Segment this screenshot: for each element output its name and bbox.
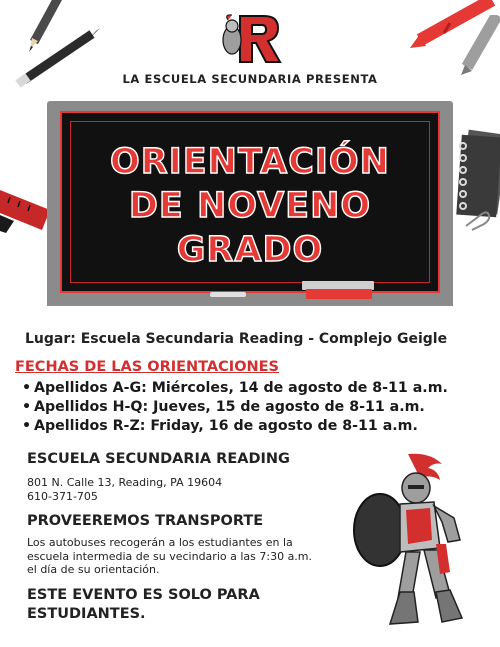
school-name: ESCUELA SECUNDARIA READING <box>27 451 290 467</box>
event-title <box>60 140 440 272</box>
transport-line-1: Los autobuses recogerán a los estudiantes en la <box>27 536 293 549</box>
list-item: • Apellidos A-G: Miércoles, 14 de agosto de 8-11 a.m. <box>22 380 448 396</box>
event-title-line-1: ORIENTACIÓN <box>110 142 390 182</box>
date-item-text: Apellidos A-G: Miércoles, 14 de agosto de 8-11 a.m. <box>34 380 448 396</box>
students-only-notice <box>27 586 260 624</box>
notice-line-2: ESTUDIANTES. <box>27 606 146 622</box>
chalkboard-ledge <box>47 293 453 306</box>
paperclip-icon <box>462 208 492 232</box>
school-address: 801 N. Calle 13, Reading, PA 19604 <box>27 476 223 489</box>
knight-mascot-icon <box>350 452 482 632</box>
dates-list <box>22 379 448 436</box>
list-item: • Apellidos H-Q: Jueves, 15 de agosto de 8-11 a.m. <box>22 399 425 415</box>
event-title-line-2: DE NOVENO <box>128 186 372 226</box>
crayon-icon <box>455 15 500 75</box>
transport-line-2: escuela intermedia de su vecindario a las 7:30 a.m. <box>27 549 313 563</box>
transport-line-3: el día de su orientación. <box>27 563 160 576</box>
transport-text <box>27 536 312 577</box>
date-item-text: Apellidos H-Q: Jueves, 15 de agosto de 8-11 a.m. <box>34 399 425 415</box>
list-item: • Apellidos R-Z: Friday, 16 de agosto de 8-11 a.m. <box>22 418 418 434</box>
chalk <box>210 292 246 297</box>
school-phone: 610-371-705 <box>27 490 98 503</box>
transport-heading: PROVEEREMOS TRANSPORTE <box>27 513 264 529</box>
event-title-line-3: GRADO <box>176 230 324 270</box>
date-item-text: Apellidos R-Z: Friday, 16 de agosto de 8-11 a.m. <box>34 418 418 434</box>
eraser <box>306 289 372 299</box>
dates-heading: FECHAS DE LAS ORIENTACIONES <box>15 359 280 375</box>
presenter-header: LA ESCUELA SECUNDARIA PRESENTA <box>122 72 378 86</box>
notice-line-1: ESTE EVENTO ES SOLO PARA <box>27 587 260 603</box>
event-location: Lugar: Escuela Secundaria Reading - Complejo Geigle <box>25 331 448 347</box>
school-logo-icon <box>214 12 284 66</box>
